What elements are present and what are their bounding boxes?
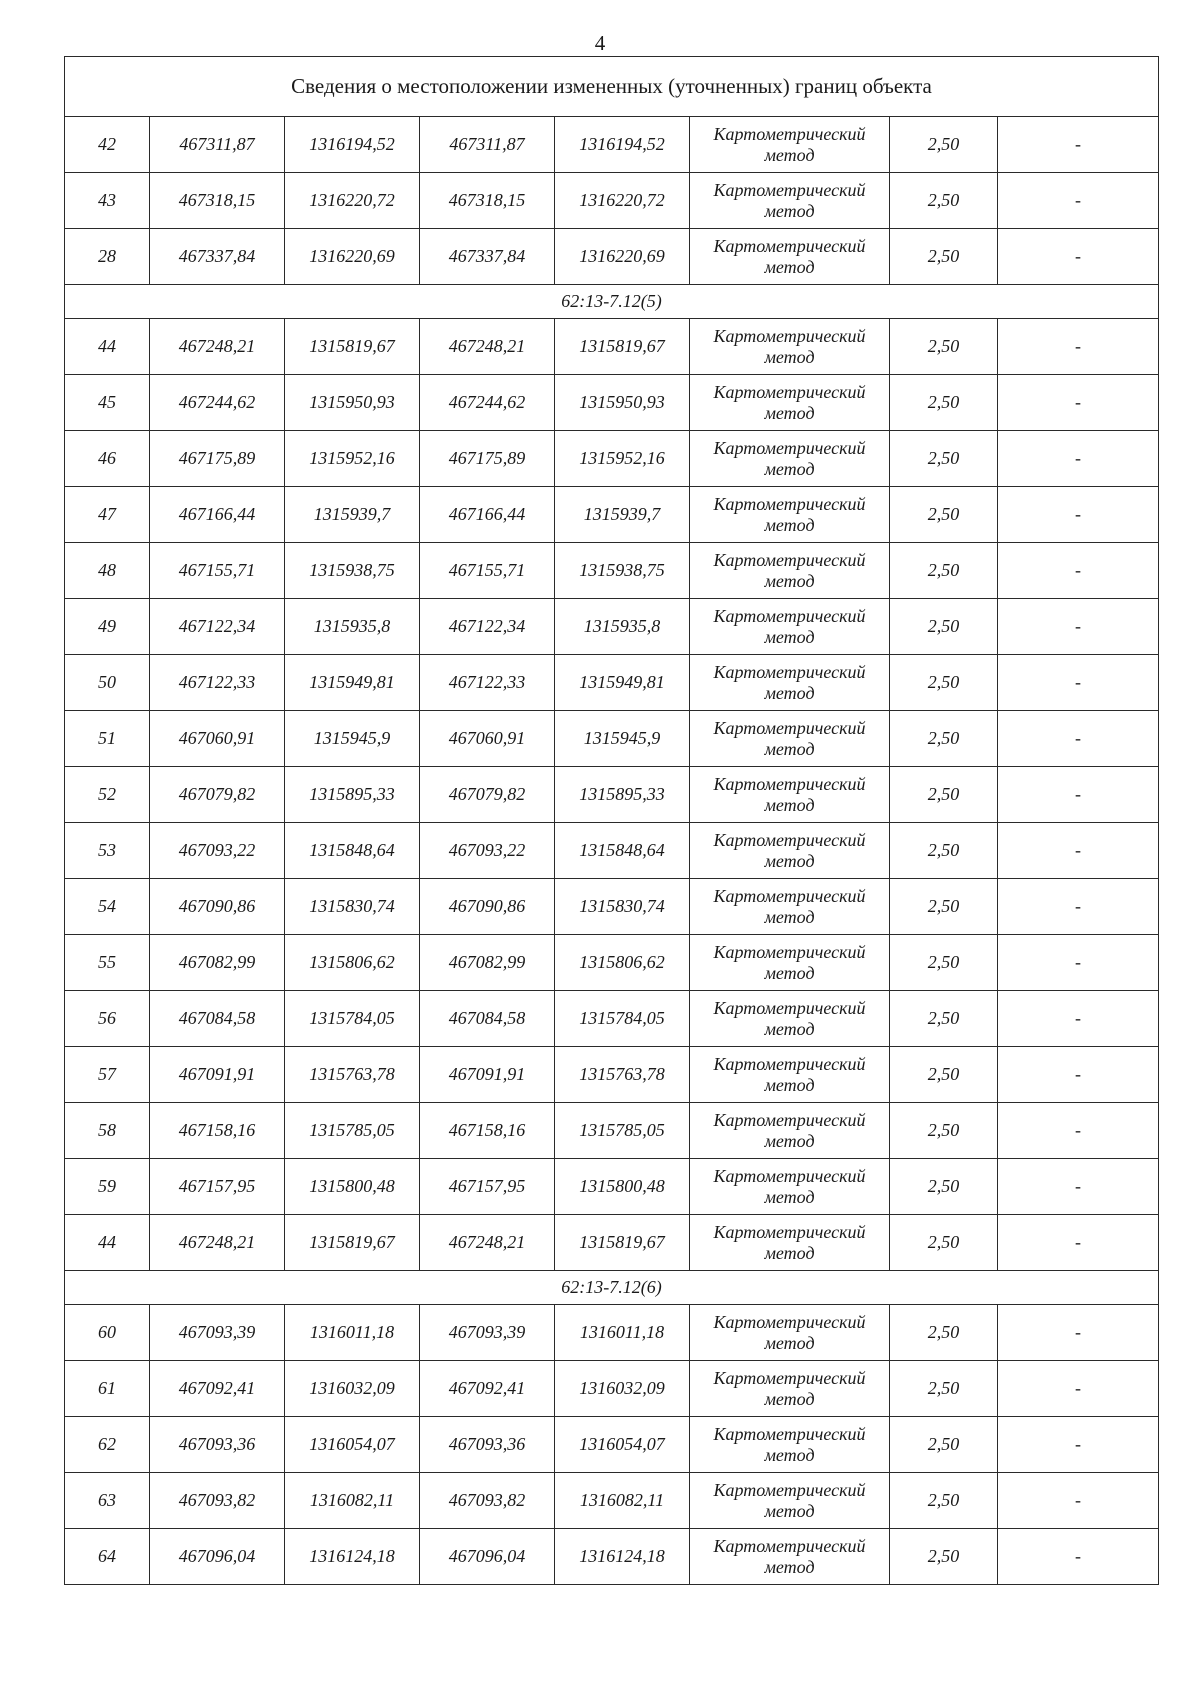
- y-new-cell: 1315830,74: [555, 879, 690, 935]
- y-new-cell: 1315945,9: [555, 711, 690, 767]
- point-number-cell: 49: [65, 599, 150, 655]
- note-cell: -: [998, 935, 1159, 991]
- note-cell: -: [998, 431, 1159, 487]
- method-cell: [690, 431, 890, 487]
- point-number-cell: 44: [65, 319, 150, 375]
- y-existing-cell: 1315806,62: [285, 935, 420, 991]
- method-cell: [690, 487, 890, 543]
- method-line2: метод: [764, 962, 815, 983]
- method-cell: [690, 1103, 890, 1159]
- x-new-cell: 467122,33: [420, 655, 555, 711]
- x-new-cell: 467248,21: [420, 319, 555, 375]
- point-number-cell: 52: [65, 767, 150, 823]
- x-new-cell: 467084,58: [420, 991, 555, 1047]
- method-line1: Картометрический: [713, 1423, 866, 1444]
- method-line2: метод: [764, 906, 815, 927]
- method-line2: метод: [764, 626, 815, 647]
- note-cell: -: [998, 173, 1159, 229]
- y-existing-cell: 1315935,8: [285, 599, 420, 655]
- point-number-cell: 53: [65, 823, 150, 879]
- x-new-cell: 467093,22: [420, 823, 555, 879]
- method-cell: [690, 599, 890, 655]
- y-new-cell: 1315784,05: [555, 991, 690, 1047]
- y-existing-cell: 1315819,67: [285, 1215, 420, 1271]
- table-row: [65, 1361, 1159, 1417]
- y-new-cell: 1315806,62: [555, 935, 690, 991]
- note-cell: -: [998, 1305, 1159, 1361]
- x-new-cell: 467244,62: [420, 375, 555, 431]
- note-cell: -: [998, 767, 1159, 823]
- accuracy-cell: 2,50: [890, 319, 998, 375]
- point-number-cell: 43: [65, 173, 150, 229]
- note-cell: -: [998, 1047, 1159, 1103]
- y-new-cell: 1316011,18: [555, 1305, 690, 1361]
- method-line2: метод: [764, 514, 815, 535]
- method-line2: метод: [764, 1242, 815, 1263]
- method-line1: Картометрический: [713, 1367, 866, 1388]
- x-existing-cell: 467093,36: [150, 1417, 285, 1473]
- point-number-cell: 62: [65, 1417, 150, 1473]
- point-number-cell: 63: [65, 1473, 150, 1529]
- x-existing-cell: 467157,95: [150, 1159, 285, 1215]
- method-line1: Картометрический: [713, 123, 866, 144]
- method-line1: Картометрический: [713, 717, 866, 738]
- accuracy-cell: 2,50: [890, 229, 998, 285]
- method-line2: метод: [764, 200, 815, 221]
- method-line1: Картометрический: [713, 997, 866, 1018]
- y-existing-cell: 1315949,81: [285, 655, 420, 711]
- table-row: [65, 1305, 1159, 1361]
- y-existing-cell: 1315819,67: [285, 319, 420, 375]
- point-number-cell: 46: [65, 431, 150, 487]
- x-new-cell: 467079,82: [420, 767, 555, 823]
- y-new-cell: 1315950,93: [555, 375, 690, 431]
- y-existing-cell: 1316032,09: [285, 1361, 420, 1417]
- y-new-cell: 1315938,75: [555, 543, 690, 599]
- method-cell: [690, 767, 890, 823]
- group-header-label: 62:13-7.12(6): [65, 1271, 1159, 1305]
- y-existing-cell: 1315830,74: [285, 879, 420, 935]
- coordinates-table: [64, 56, 1159, 1585]
- y-new-cell: 1315848,64: [555, 823, 690, 879]
- method-line2: метод: [764, 144, 815, 165]
- y-existing-cell: 1315784,05: [285, 991, 420, 1047]
- method-line1: Картометрический: [713, 179, 866, 200]
- x-existing-cell: 467122,33: [150, 655, 285, 711]
- x-new-cell: 467093,36: [420, 1417, 555, 1473]
- method-line2: метод: [764, 256, 815, 277]
- method-cell: [690, 375, 890, 431]
- point-number-cell: 50: [65, 655, 150, 711]
- method-cell: [690, 935, 890, 991]
- note-cell: -: [998, 375, 1159, 431]
- accuracy-cell: 2,50: [890, 879, 998, 935]
- method-cell: [690, 319, 890, 375]
- x-new-cell: 467157,95: [420, 1159, 555, 1215]
- accuracy-cell: 2,50: [890, 1529, 998, 1585]
- table-row: [65, 1529, 1159, 1585]
- y-new-cell: 1316194,52: [555, 117, 690, 173]
- accuracy-cell: 2,50: [890, 1047, 998, 1103]
- method-cell: [690, 173, 890, 229]
- x-new-cell: 467122,34: [420, 599, 555, 655]
- point-number-cell: 45: [65, 375, 150, 431]
- y-existing-cell: 1315939,7: [285, 487, 420, 543]
- method-line2: метод: [764, 346, 815, 367]
- x-existing-cell: 467090,86: [150, 879, 285, 935]
- method-line1: Картометрический: [713, 829, 866, 850]
- method-line2: метод: [764, 682, 815, 703]
- method-line1: Картометрический: [713, 235, 866, 256]
- x-existing-cell: 467092,41: [150, 1361, 285, 1417]
- y-new-cell: 1315763,78: [555, 1047, 690, 1103]
- table-row: [65, 1159, 1159, 1215]
- point-number-cell: 58: [65, 1103, 150, 1159]
- accuracy-cell: 2,50: [890, 823, 998, 879]
- accuracy-cell: 2,50: [890, 431, 998, 487]
- y-existing-cell: 1316011,18: [285, 1305, 420, 1361]
- note-cell: -: [998, 1417, 1159, 1473]
- method-line1: Картометрический: [713, 549, 866, 570]
- point-number-cell: 57: [65, 1047, 150, 1103]
- note-cell: -: [998, 823, 1159, 879]
- method-line1: Картометрический: [713, 381, 866, 402]
- x-existing-cell: 467060,91: [150, 711, 285, 767]
- y-new-cell: 1316054,07: [555, 1417, 690, 1473]
- accuracy-cell: 2,50: [890, 117, 998, 173]
- x-existing-cell: 467244,62: [150, 375, 285, 431]
- x-new-cell: 467318,15: [420, 173, 555, 229]
- method-line2: метод: [764, 570, 815, 591]
- method-line2: метод: [764, 850, 815, 871]
- y-existing-cell: 1315785,05: [285, 1103, 420, 1159]
- y-existing-cell: 1316220,69: [285, 229, 420, 285]
- method-line2: метод: [764, 1388, 815, 1409]
- method-cell: [690, 1215, 890, 1271]
- x-new-cell: 467096,04: [420, 1529, 555, 1585]
- x-existing-cell: 467122,34: [150, 599, 285, 655]
- method-line1: Картометрический: [713, 885, 866, 906]
- point-number-cell: 42: [65, 117, 150, 173]
- accuracy-cell: 2,50: [890, 1215, 998, 1271]
- note-cell: -: [998, 487, 1159, 543]
- y-new-cell: 1316220,69: [555, 229, 690, 285]
- y-existing-cell: 1315848,64: [285, 823, 420, 879]
- x-existing-cell: 467248,21: [150, 1215, 285, 1271]
- accuracy-cell: 2,50: [890, 599, 998, 655]
- method-line2: метод: [764, 1332, 815, 1353]
- accuracy-cell: 2,50: [890, 1103, 998, 1159]
- method-line2: метод: [764, 794, 815, 815]
- x-existing-cell: 467166,44: [150, 487, 285, 543]
- method-line1: Картометрический: [713, 437, 866, 458]
- method-line1: Картометрический: [713, 1535, 866, 1556]
- method-line1: Картометрический: [713, 1109, 866, 1130]
- group-header-label: 62:13-7.12(5): [65, 285, 1159, 319]
- note-cell: -: [998, 1473, 1159, 1529]
- method-cell: [690, 879, 890, 935]
- accuracy-cell: 2,50: [890, 1361, 998, 1417]
- y-new-cell: 1315949,81: [555, 655, 690, 711]
- y-existing-cell: 1315800,48: [285, 1159, 420, 1215]
- table-row: [65, 1473, 1159, 1529]
- method-line1: Картометрический: [713, 605, 866, 626]
- y-existing-cell: 1315895,33: [285, 767, 420, 823]
- method-line2: метод: [764, 1074, 815, 1095]
- x-new-cell: 467093,39: [420, 1305, 555, 1361]
- x-new-cell: 467248,21: [420, 1215, 555, 1271]
- method-line1: Картометрический: [713, 941, 866, 962]
- y-existing-cell: 1316124,18: [285, 1529, 420, 1585]
- x-new-cell: 467158,16: [420, 1103, 555, 1159]
- accuracy-cell: 2,50: [890, 543, 998, 599]
- point-number-cell: 61: [65, 1361, 150, 1417]
- accuracy-cell: 2,50: [890, 173, 998, 229]
- y-new-cell: 1315819,67: [555, 1215, 690, 1271]
- method-line2: метод: [764, 1444, 815, 1465]
- y-existing-cell: 1315952,16: [285, 431, 420, 487]
- point-number-cell: 28: [65, 229, 150, 285]
- accuracy-cell: 2,50: [890, 767, 998, 823]
- table-row: [65, 823, 1159, 879]
- table-row: [65, 431, 1159, 487]
- table-row: [65, 767, 1159, 823]
- method-line2: метод: [764, 1130, 815, 1151]
- y-existing-cell: 1315950,93: [285, 375, 420, 431]
- method-cell: [690, 1473, 890, 1529]
- y-existing-cell: 1315763,78: [285, 1047, 420, 1103]
- accuracy-cell: 2,50: [890, 1159, 998, 1215]
- point-number-cell: 51: [65, 711, 150, 767]
- table-row: [65, 375, 1159, 431]
- note-cell: -: [998, 1159, 1159, 1215]
- note-cell: -: [998, 991, 1159, 1047]
- point-number-cell: 48: [65, 543, 150, 599]
- x-new-cell: 467092,41: [420, 1361, 555, 1417]
- method-line1: Картометрический: [713, 1221, 866, 1242]
- table-row: [65, 599, 1159, 655]
- point-number-cell: 55: [65, 935, 150, 991]
- method-line1: Картометрический: [713, 1479, 866, 1500]
- method-line2: метод: [764, 1556, 815, 1577]
- accuracy-cell: 2,50: [890, 1305, 998, 1361]
- note-cell: -: [998, 599, 1159, 655]
- method-line1: Картометрический: [713, 1165, 866, 1186]
- x-existing-cell: 467155,71: [150, 543, 285, 599]
- method-line1: Картометрический: [713, 1053, 866, 1074]
- table-row: [65, 543, 1159, 599]
- accuracy-cell: 2,50: [890, 655, 998, 711]
- method-line1: Картометрический: [713, 1311, 866, 1332]
- accuracy-cell: 2,50: [890, 487, 998, 543]
- group-header-row: [65, 1271, 1159, 1305]
- note-cell: -: [998, 711, 1159, 767]
- accuracy-cell: 2,50: [890, 935, 998, 991]
- x-existing-cell: 467175,89: [150, 431, 285, 487]
- method-cell: [690, 1047, 890, 1103]
- method-line2: метод: [764, 1018, 815, 1039]
- y-new-cell: 1316220,72: [555, 173, 690, 229]
- point-number-cell: 56: [65, 991, 150, 1047]
- note-cell: -: [998, 879, 1159, 935]
- method-line1: Картометрический: [713, 493, 866, 514]
- y-existing-cell: 1316220,72: [285, 173, 420, 229]
- x-existing-cell: 467091,91: [150, 1047, 285, 1103]
- x-existing-cell: 467318,15: [150, 173, 285, 229]
- x-existing-cell: 467158,16: [150, 1103, 285, 1159]
- y-new-cell: 1315800,48: [555, 1159, 690, 1215]
- table-row: [65, 935, 1159, 991]
- table-row: [65, 117, 1159, 173]
- point-number-cell: 59: [65, 1159, 150, 1215]
- table-row: [65, 655, 1159, 711]
- table-row: [65, 991, 1159, 1047]
- page-number: 4: [594, 31, 606, 55]
- accuracy-cell: 2,50: [890, 375, 998, 431]
- x-existing-cell: 467311,87: [150, 117, 285, 173]
- x-existing-cell: 467079,82: [150, 767, 285, 823]
- x-new-cell: 467060,91: [420, 711, 555, 767]
- method-line1: Картометрический: [713, 325, 866, 346]
- y-new-cell: 1316082,11: [555, 1473, 690, 1529]
- y-existing-cell: 1316054,07: [285, 1417, 420, 1473]
- table-row: [65, 1103, 1159, 1159]
- method-line1: Картометрический: [713, 773, 866, 794]
- table-row: [65, 319, 1159, 375]
- note-cell: -: [998, 655, 1159, 711]
- method-line2: метод: [764, 1186, 815, 1207]
- accuracy-cell: 2,50: [890, 1473, 998, 1529]
- method-cell: [690, 1305, 890, 1361]
- accuracy-cell: 2,50: [890, 711, 998, 767]
- x-new-cell: 467311,87: [420, 117, 555, 173]
- table-row: [65, 1047, 1159, 1103]
- x-existing-cell: 467248,21: [150, 319, 285, 375]
- x-new-cell: 467175,89: [420, 431, 555, 487]
- y-existing-cell: 1315945,9: [285, 711, 420, 767]
- y-existing-cell: 1315938,75: [285, 543, 420, 599]
- table-row: [65, 879, 1159, 935]
- point-number-cell: 60: [65, 1305, 150, 1361]
- method-cell: [690, 991, 890, 1047]
- x-new-cell: 467082,99: [420, 935, 555, 991]
- y-existing-cell: 1316082,11: [285, 1473, 420, 1529]
- point-number-cell: 64: [65, 1529, 150, 1585]
- method-cell: [690, 117, 890, 173]
- table-title-row: [65, 57, 1159, 117]
- y-new-cell: 1315819,67: [555, 319, 690, 375]
- y-new-cell: 1315785,05: [555, 1103, 690, 1159]
- x-existing-cell: 467093,22: [150, 823, 285, 879]
- y-new-cell: 1315952,16: [555, 431, 690, 487]
- x-existing-cell: 467093,39: [150, 1305, 285, 1361]
- table-title: Сведения о местоположении измененных (уточненных) границ объекта: [65, 57, 1159, 117]
- method-line2: метод: [764, 1500, 815, 1521]
- table-row: [65, 711, 1159, 767]
- accuracy-cell: 2,50: [890, 991, 998, 1047]
- x-existing-cell: 467084,58: [150, 991, 285, 1047]
- table-row: [65, 487, 1159, 543]
- method-line2: метод: [764, 738, 815, 759]
- x-new-cell: 467090,86: [420, 879, 555, 935]
- x-existing-cell: 467093,82: [150, 1473, 285, 1529]
- note-cell: -: [998, 1103, 1159, 1159]
- note-cell: -: [998, 117, 1159, 173]
- method-cell: [690, 229, 890, 285]
- table-row: [65, 1417, 1159, 1473]
- note-cell: -: [998, 543, 1159, 599]
- method-cell: [690, 1529, 890, 1585]
- method-cell: [690, 655, 890, 711]
- x-existing-cell: 467096,04: [150, 1529, 285, 1585]
- table-row: [65, 173, 1159, 229]
- point-number-cell: 47: [65, 487, 150, 543]
- x-existing-cell: 467082,99: [150, 935, 285, 991]
- point-number-cell: 44: [65, 1215, 150, 1271]
- y-new-cell: 1316032,09: [555, 1361, 690, 1417]
- note-cell: -: [998, 319, 1159, 375]
- x-new-cell: 467155,71: [420, 543, 555, 599]
- accuracy-cell: 2,50: [890, 1417, 998, 1473]
- method-line2: метод: [764, 402, 815, 423]
- group-header-row: [65, 285, 1159, 319]
- method-cell: [690, 711, 890, 767]
- x-new-cell: 467337,84: [420, 229, 555, 285]
- note-cell: -: [998, 1215, 1159, 1271]
- method-cell: [690, 1361, 890, 1417]
- y-new-cell: 1316124,18: [555, 1529, 690, 1585]
- table-row: [65, 1215, 1159, 1271]
- method-line2: метод: [764, 458, 815, 479]
- method-cell: [690, 543, 890, 599]
- method-cell: [690, 1417, 890, 1473]
- x-new-cell: 467093,82: [420, 1473, 555, 1529]
- y-new-cell: 1315895,33: [555, 767, 690, 823]
- x-existing-cell: 467337,84: [150, 229, 285, 285]
- note-cell: -: [998, 229, 1159, 285]
- table-row: [65, 229, 1159, 285]
- y-new-cell: 1315939,7: [555, 487, 690, 543]
- note-cell: -: [998, 1529, 1159, 1585]
- method-cell: [690, 1159, 890, 1215]
- method-line1: Картометрический: [713, 661, 866, 682]
- point-number-cell: 54: [65, 879, 150, 935]
- note-cell: -: [998, 1361, 1159, 1417]
- x-new-cell: 467166,44: [420, 487, 555, 543]
- y-existing-cell: 1316194,52: [285, 117, 420, 173]
- y-new-cell: 1315935,8: [555, 599, 690, 655]
- x-new-cell: 467091,91: [420, 1047, 555, 1103]
- method-cell: [690, 823, 890, 879]
